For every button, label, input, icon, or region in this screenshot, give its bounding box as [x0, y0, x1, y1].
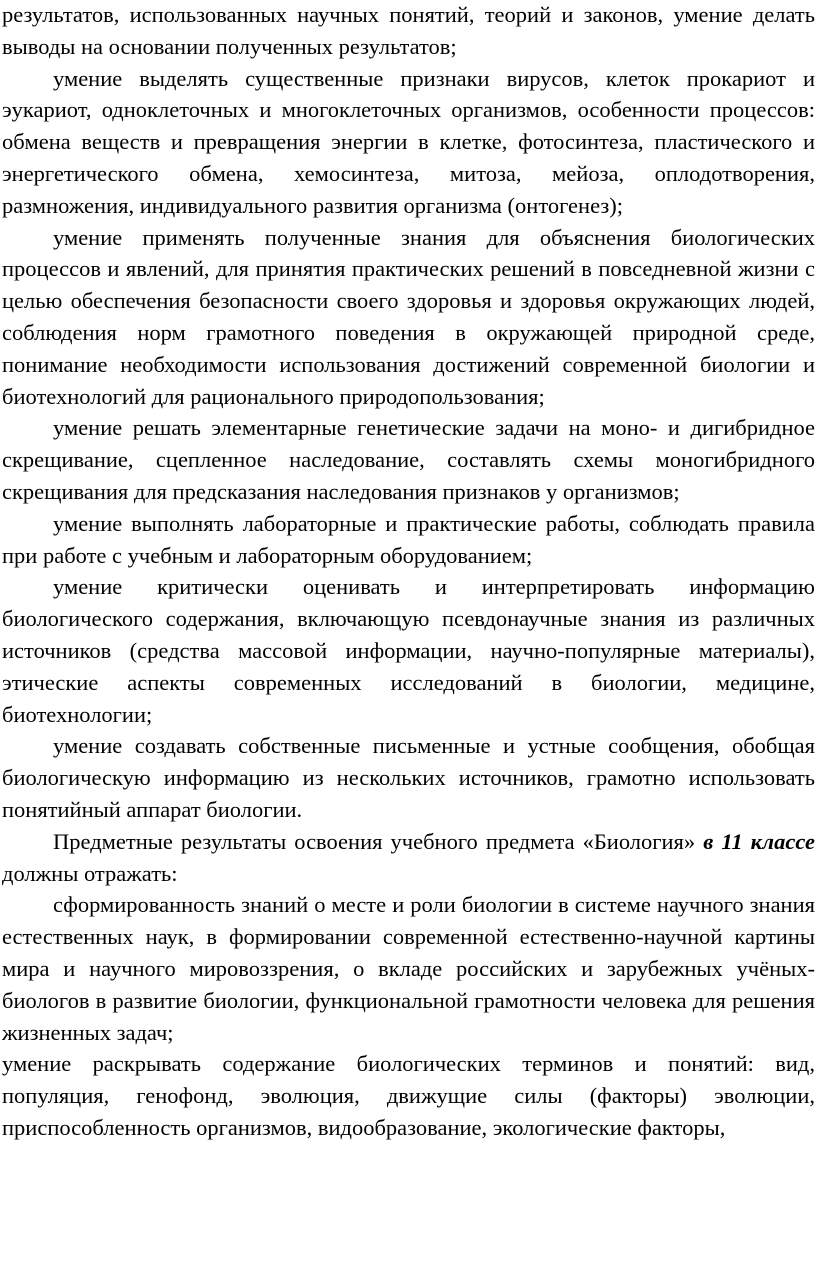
paragraph-critical-evaluation: умение критически оценивать и интерпретировать информацию биологического содержания, включающую псевдонаучные знания из различных источников (средства массовой информации, научно-популярные материалы), этические аспекты современных исследований в биологии, медицине, биотехнологии;	[2, 574, 815, 727]
paragraph-subject-results-intro	[2, 826, 815, 890]
paragraph-applying-knowledge: умение применять полученные знания для объяснения биологических процессов и явлений, для принятия практических решений в повседневной жизни с целью обеспечения безопасности своего здоровья и здоровья окружающих людей, соблюдения норм грамотного поведения в окружающей природной среде, понимание необходимости использования достижений современной биологии и биотехнологий для рационального природопользования;	[2, 224, 815, 409]
paragraph-continuation: результатов, использованных научных понятий, теорий и законов, умение делать выводы на основании полученных результатов;	[2, 2, 815, 59]
paragraph-knowledge-formation: сформированность знаний о месте и роли биологии в системе научного знания естественных наук, в формировании современной естественно-научной картины мира и научного мировоззрения, о вкладе российских и зарубежных учёных-биологов в развитие биологии, функциональной грамотности человека для решения жизненных задач;	[2, 892, 815, 1045]
paragraph-terms-concepts: умение раскрывать содержание биологических терминов и понятий: вид, популяция, генофонд, эволюция, движущие силы (факторы) эволюции, приспособленность организмов, видообразование, экологические факторы,	[2, 1051, 815, 1140]
paragraph-genetic-tasks: умение решать элементарные генетические задачи на моно- и дигибридное скрещивание, сцепленное наследование, составлять схемы моногибридного скрещивания для предсказания наследования признаков у организмов;	[2, 415, 815, 504]
subject-results-text: Предметные результаты освоения учебного предмета «Биология»	[53, 828, 704, 854]
grade-emphasis: в 11 классе	[703, 828, 815, 854]
subject-results-text-end: должны отражать:	[2, 860, 178, 886]
paragraph-lab-work: умение выполнять лабораторные и практические работы, соблюдать правила при работе с учебным и лабораторным оборудованием;	[2, 510, 815, 568]
paragraph-creating-messages: умение создавать собственные письменные и устные сообщения, обобщая биологическую информацию из нескольких источников, грамотно использовать понятийный аппарат биологии.	[2, 733, 815, 822]
paragraph-distinguishing-features: умение выделять существенные признаки вирусов, клеток прокариот и эукариот, одноклеточных и многоклеточных организмов, особенности процессов: обмена веществ и превращения энергии в клетке, фотосинтеза, пластического и энергетического обмена, хемосинтеза, митоза, мейоза, оплодотворения, размножения, индивидуального развития организма (онтогенез);	[2, 65, 815, 218]
